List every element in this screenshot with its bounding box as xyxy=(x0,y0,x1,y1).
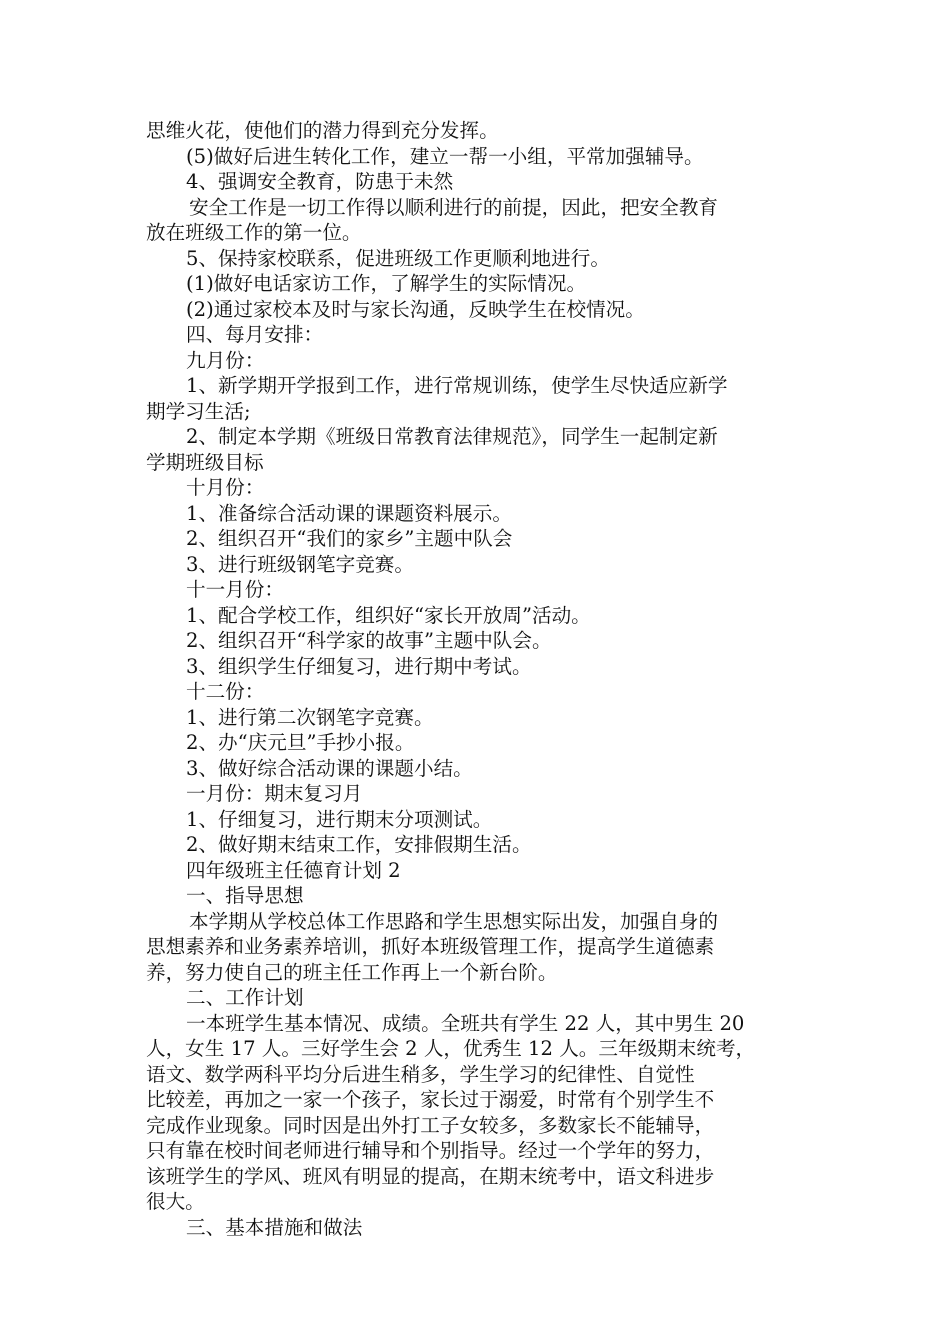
text-line: 1、仔细复习，进行期末分项测试。 xyxy=(186,807,493,831)
text-line: 1、配合学校工作，组织好“家长开放周”活动。 xyxy=(186,603,591,627)
text-line: 十二份： xyxy=(186,680,265,703)
text-line: 三、基本措施和做法 xyxy=(186,1215,363,1239)
text-line: 期学习生活; xyxy=(146,399,251,423)
text-line: 放在班级工作的第一位。 xyxy=(146,221,362,244)
text-line: (1)做好电话家访工作，了解学生的实际情况。 xyxy=(186,272,587,295)
text-line: 养，努力使自己的班主任工作再上一个新台阶。 xyxy=(146,960,558,984)
text-line: 学期班级目标 xyxy=(146,450,264,474)
text-line: 十一月份： xyxy=(186,578,284,601)
text-line: 2、组织召开“我们的家乡”主题中队会 xyxy=(186,527,513,550)
text-line: 5、保持家校联系，促进班级工作更顺利地进行。 xyxy=(186,246,610,270)
text-line: 思维火花，使他们的潜力得到充分发挥。 xyxy=(146,119,499,142)
text-line: 3、做好综合活动课的课题小结。 xyxy=(186,756,473,780)
text-line: 3、组织学生仔细复习，进行期中考试。 xyxy=(186,654,532,678)
text-line: (2)通过家校本及时与家长沟通，反映学生在校情况。 xyxy=(186,297,645,321)
text-line: 语文、数学两科平均分后进生稍多，学生学习的纪律性、自觉性 xyxy=(146,1062,695,1086)
text-line: 九月份： xyxy=(186,348,265,372)
text-line: 四、每月安排： xyxy=(186,323,324,346)
text-line: 1、进行第二次钢笔字竞赛。 xyxy=(186,705,434,729)
text-line: 1、准备综合活动课的课题资料展示。 xyxy=(186,501,512,525)
text-line: 该班学生的学风、班风有明显的提高，在期末统考中，语文科进步 xyxy=(146,1164,715,1188)
document-page xyxy=(146,118,814,1240)
text-line: 一、指导思想 xyxy=(186,884,304,907)
text-line: 3、进行班级钢笔字竞赛。 xyxy=(186,552,414,576)
text-line: 十月份： xyxy=(186,476,265,499)
text-line: 2、制定本学期《班级日常教育法律规范》，同学生一起制定新 xyxy=(186,425,718,448)
text-line: 一本班学生基本情况、成绩。全班共有学生 22 人，其中男生 20 xyxy=(186,1011,745,1035)
text-line: 只有靠在校时间老师进行辅导和个别指导。经过一个学年的努力， xyxy=(146,1139,715,1162)
text-line: 比较差，再加之一家一个孩子，家长过于溺爱，时常有个别学生不 xyxy=(146,1088,715,1111)
text-line: 1、新学期开学报到工作，进行常规训练，使学生尽快适应新学 xyxy=(186,374,728,397)
text-line: (5)做好后进生转化工作，建立一帮一小组，平常加强辅导。 xyxy=(186,144,704,168)
text-line: 四年级班主任德育计划 2 xyxy=(186,858,401,882)
text-line: 二、工作计划 xyxy=(186,986,304,1009)
text-line: 2、办“庆元旦”手抄小报。 xyxy=(186,731,415,754)
text-line: 4、强调安全教育，防患于未然 xyxy=(186,170,454,193)
text-line: 完成作业现象。同时因是出外打工子女较多，多数家长不能辅导， xyxy=(146,1113,715,1137)
text-line: 2、做好期末结束工作，安排假期生活。 xyxy=(186,833,532,856)
text-line: 本学期从学校总体工作思路和学生思想实际出发，加强自身的 xyxy=(189,909,719,933)
text-line: 很大。 xyxy=(146,1190,205,1213)
text-line: 安全工作是一切工作得以顺利进行的前提，因此，把安全教育 xyxy=(189,195,719,219)
text-line: 思想素养和业务素养培训，抓好本班级管理工作，提高学生道德素 xyxy=(146,935,715,958)
text-line: 一月份：期末复习月 xyxy=(186,782,363,805)
text-line: 2、组织召开“科学家的故事”主题中队会。 xyxy=(186,629,552,652)
text-line: 人，女生 17 人。三好学生会 2 人，优秀生 12 人。三年级期末统考， xyxy=(146,1037,756,1060)
